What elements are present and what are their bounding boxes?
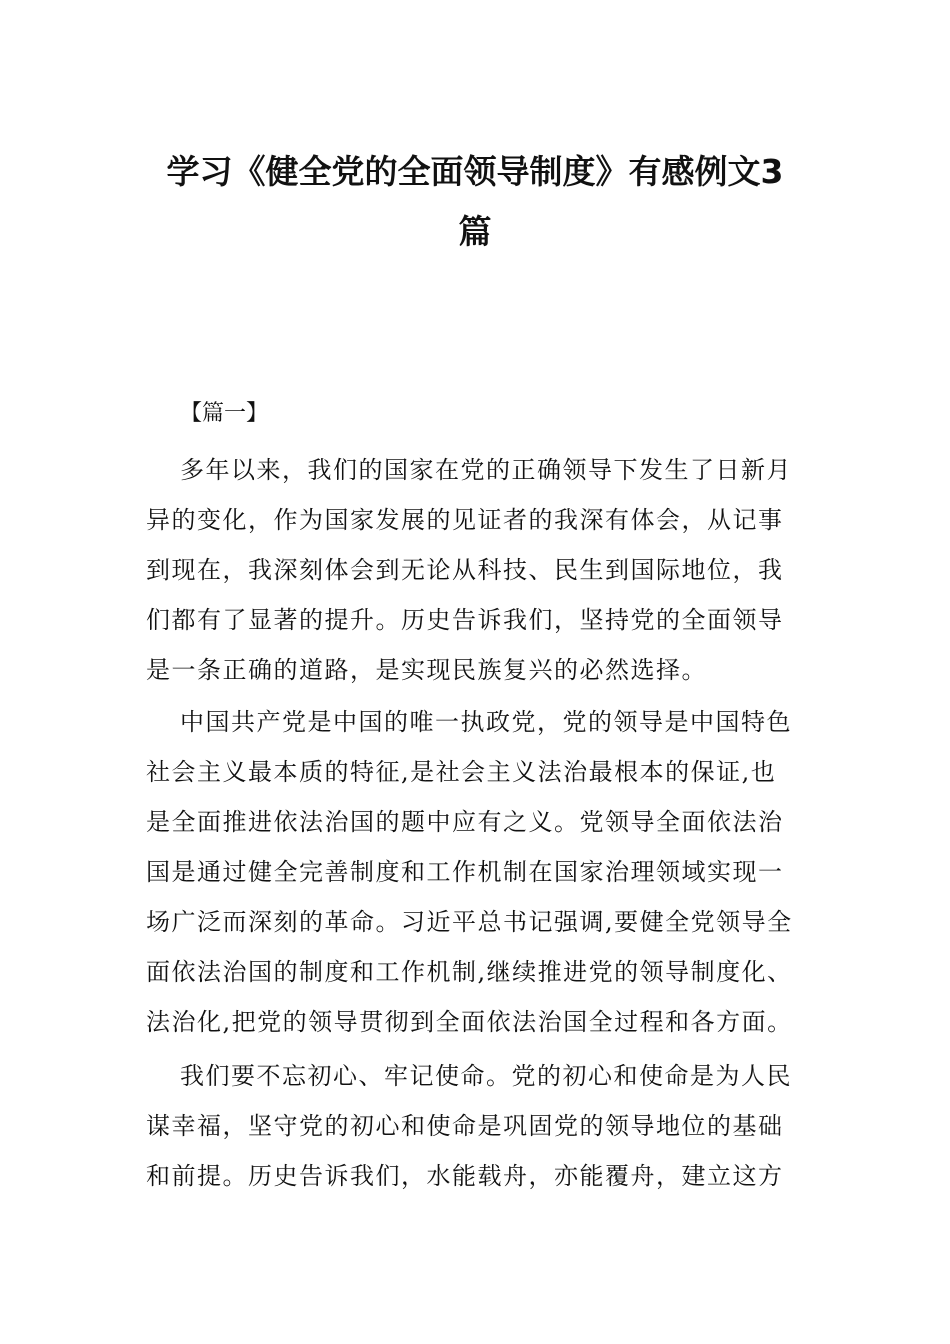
- paragraph-line: 到现在，我深刻体会到无论从科技、民生到国际地位，我: [146, 556, 784, 584]
- paragraph-3: [146, 1051, 806, 1201]
- document-title-line-2: 篇: [458, 212, 492, 251]
- paragraph-line: 中国共产党是中国的唯一执政党，党的领导是中国特色: [180, 708, 792, 736]
- paragraph-line: 谋幸福，坚守党的初心和使命是巩固党的领导地位的基础: [146, 1112, 784, 1140]
- paragraph-line: 是一条正确的道路，是实现民族复兴的必然选择。: [146, 656, 707, 684]
- paragraph-line: 国是通过健全完善制度和工作机制在国家治理领域实现一: [146, 858, 784, 886]
- paragraph-line: 是全面推进依法治国的题中应有之义。党领导全面依法治: [146, 808, 784, 836]
- paragraph-line: 社会主义最本质的特征,是社会主义法治最根本的保证,也: [146, 758, 777, 786]
- paragraph-line: 面依法治国的制度和工作机制,继续推进党的领导制度化、: [146, 958, 793, 986]
- paragraph-line: 异的变化，作为国家发展的见证者的我深有体会，从记事: [146, 506, 784, 534]
- paragraph-line: 法治化,把党的领导贯彻到全面依法治国全过程和各方面。: [146, 1008, 793, 1036]
- paragraph-2: [146, 697, 806, 1047]
- document-title-line-1: 学习《健全党的全面领导制度》有感例文3: [166, 152, 784, 191]
- section-label: 【篇一】: [180, 401, 269, 426]
- paragraph-line: 们都有了显著的提升。历史告诉我们，坚持党的全面领导: [146, 606, 784, 634]
- paragraph-line: 和前提。历史告诉我们，水能载舟，亦能覆舟，建立这方: [146, 1162, 784, 1190]
- paragraph-1: [146, 445, 806, 695]
- paragraph-line: 多年以来，我们的国家在党的正确领导下发生了日新月: [180, 456, 792, 484]
- paragraph-line: 场广泛而深刻的革命。习近平总书记强调,要健全党领导全: [146, 908, 793, 936]
- paragraph-line: 我们要不忘初心、牢记使命。党的初心和使命是为人民: [180, 1062, 792, 1090]
